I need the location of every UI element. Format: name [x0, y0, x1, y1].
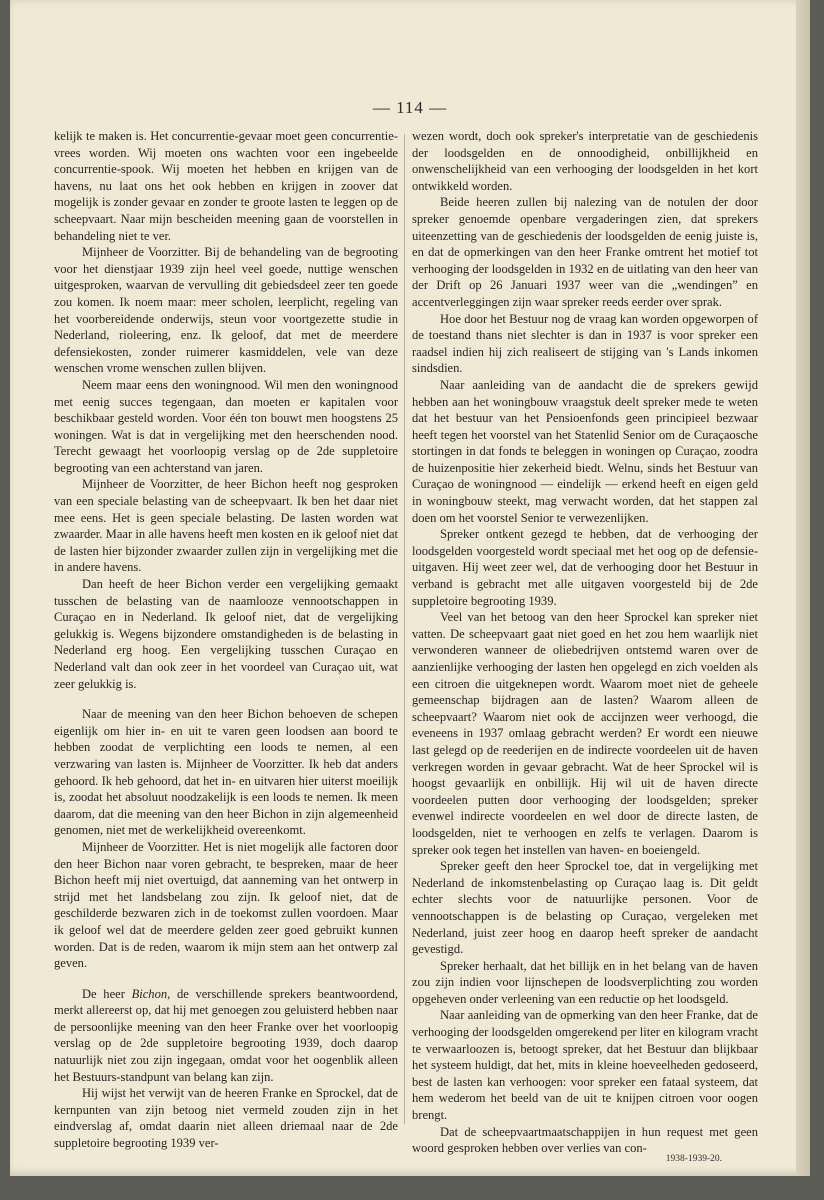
page-edge — [796, 0, 810, 1176]
paragraph: Naar aanleiding van de aandacht die de sprekers gewijd hebben aan het woningbouw vraagstuk deelt spreker mede te weten dat het bestuur van het Pensioenfonds geen principieel bezwaar heeft tegen het voorstel van het Statenlid Senior om de Curaçaosche stortingen in dat fonds te beleggen in woningen op Curaçao, zoodra de huizenpositie hier zekerheid biedt. Welnu, sinds het Bestuur van Curaçao de woningnood — eindelijk — erkend heeft en eigen geld in woningbouw steekt, mag verwacht worden, dat het stappen zal doen om het voorstel Senior te verwezenlijken. — [412, 377, 758, 525]
paragraph: Dat de scheepvaartmaatschappijen in hun request met geen woord gesproken hebben over verlies van con- — [412, 1124, 758, 1156]
paragraph: Beide heeren zullen bij nalezing van de notulen der door spreker genoemde openbare vergaderingen zien, dat sprekers uiteenzetting van de geschiedenis der loodsgelden de eenig juiste is, en dat de opmerkingen van den heer Franke omtrent het motief tot verhooging der loodsgelden in 1932 en de uitlating van den heer van der Drift op 26 Januari 1937 weer van die „wendingen” en accentverleggingen zijn waar spreker reeds eerder over sprak. — [412, 195, 758, 309]
paragraph: Naar de meening van den heer Bichon behoeven de schepen eigenlijk om hier in- en uit te varen geen loodsen aan boord te hebben zoodat de verplichting een loods te nemen, al een verzwaring van lasten is. Mijnheer de Voorzitter. Ik heb dat anders gehoord. Ik heb gehoord, dat het in- en uitvaren hier uiterst moeilijk is, zoodat het absoluut noodzakelijk is een loods te nemen. Ik meen daarom, dat die meening van den heer Bichon in zijn algemeenheid genomen, niet met de werkelijkheid overeenkomt. — [54, 707, 398, 838]
document-page — [10, 0, 810, 1176]
paragraph: Mijnheer de Voorzitter. Bij de behandeling van de begrooting voor het dienstjaar 1939 zijn heel veel goede, nuttige wenschen uitgesproken, waarvan de vervulling dit gebiedsdeel zeer ten goede zou komen. Ik noem maar: meer scholen, leerplicht, regeling van het voorbereidende onderwijs, steun voor voortgezette studie in Nederland, rioleering, enz. Ik geloof, dat met de meerdere defensiekosten, zonder ruimerer kasmiddelen, vele van deze wenschen vrome wenschen zullen blijven. — [54, 245, 398, 376]
paragraph: Mijnheer de Voorzitter, de heer Bichon heeft nog gesproken van een speciale belasting van de scheepvaart. Ik ben het daar niet mee eens. Het is geen speciale belasting. De lasten worden wat zwaarder. Maar in alle havens heeft men kosten en ik geloof niet dat de lasten hier bijzonder zwaarder zullen zijn in vergelijking met die in andere havens. — [54, 477, 398, 575]
paragraph: Dan heeft de heer Bichon verder een vergelijking gemaakt tusschen de belasting van de naamlooze vennootschappen in Curaçao en in Nederland. Ik geloof niet, dat de vergelijking gelukkig is. Wegens bijzondere omstandigheden is de belasting in Nederland erg hoog. Een vergelijking tusschen Curaçao en Nederland valt dan ook zeer in het voordeel van Curaçao uit, wat zeer gelukkig is. — [54, 577, 398, 691]
right-column — [412, 128, 758, 1157]
paragraph: Veel van het betoog van den heer Sprockel kan spreker niet vatten. De scheepvaart gaat niet goed en het zou hem waarlijk niet verwonderen wanneer de oliebedrijven ontstemd waren over de aanzienlijke verhooging der lasten hen opgelegd en zich voelden als een citroen die uitgeknepen wordt. Waarom moet niet de geheele gemeenschap bijdragen aan de lasten? Waarom alleen de scheepvaart? Waarom niet ook de accijnzen weer verhoogd, die eveneens in 1937 omlaag gebracht werden? Er wordt een nieuwe last gelegd op de reederijen en de indirecte voordeelen uit de haven verkregen worden in gevaar gebracht. Wat de heer Sprockel wil is hoogst gevaarlijk en onbillijk. Hij wil uit de haven directe voordeelen putten door verhooging der loodsgelden; spreker evenwel indirecte voordeelen en wel door de directe lasten, de loodsgelden, niet te verhoogen en zelfs te verlagen. Daarom is spreker ook tegen het instellen van haven- en boeiengeld. — [412, 610, 758, 857]
page-number: — 114 — — [372, 98, 448, 117]
column-divider — [404, 134, 405, 1124]
paragraph: kelijk te maken is. Het concurrentie-gevaar moet geen concurrentie-vrees worden. Wij moeten ons wachten voor een ingebeelde concurrentie-spook. Wij moeten het hebben en krijgen van de havens, nu laat ons het ook hebben en krijgen in zoover dat mogelijk is zonder gevaar en zonder te groote lasten te leggen op de scheepvaart. Naar mijn bescheiden meening gaan de voorstellen in behandeling niet te ver. — [54, 129, 398, 243]
paragraph: Spreker geeft den heer Sprockel toe, dat in vergelijking met Nederland de inkomstenbelasting op Curaçao laag is. Dit geldt echter slechts voor de natuurlijke personen. Voor de vennootschappen is de belasting op Curaçao, vergeleken met Nederland, juist zeer hoog en daarop heeft spreker de aandacht gevestigd. — [412, 859, 758, 957]
paragraph: Hij wijst het verwijt van de heeren Franke en Sprockel, dat de kernpunten van zijn betoog niet vermeld zouden zijn in het eindverslag af, omdat daarin niet alleen driemaal naar de 2de suppletoire begrooting 1939 ver- — [54, 1086, 398, 1151]
paragraph: wezen wordt, doch ook spreker's interpretatie van de geschiedenis der loodsgelden en de onnoodigheid, onbillijkheid en onwenschelijkheid van een verhooging der loodsgelden in het kort ontwikkeld worden. — [412, 129, 758, 193]
paragraph: Naar aanleiding van de opmerking van den heer Franke, dat de verhooging der loodsgelden omgerekend per liter en kilogram vracht te verwaarloozen is, betoogt spreker, dat het Bestuur dan blijkbaar het systeem huldigt, dat het, mits in kleine hoeveelheden gedoseerd, best de lasten kan verhoogen: voor spreker een fataal systeem, dat hem wederom het beeld van de uit te knijpen citroen voor oogen brengt. — [412, 1008, 758, 1123]
paragraph: Neem maar eens den woningnood. Wil men den woningnood met eenig succes tegengaan, dan moeten er kapitalen voor beschikbaar gesteld worden. Voor één ton bouwt men hoogstens 25 woningen. Wat is dat in vergelijking met den heerschenden nood. Terecht gewaagt het voorloopig verslag op de 2de suppletoire begrooting van een achterstand van jaren. — [54, 377, 398, 475]
paragraph: De heer Bichon, de verschillende sprekers beantwoordend, merkt allereerst op, dat hij met genoegen zou geluisterd hebben naar de persoonlijke meening van den heer Franke over het voorloopig verslag op de 2de suppletoire begrooting 1939, doch daarop natuurlijk niet zou zijn ingegaan, omdat voor het oogenblik alleen het Bestuurs-standpunt van belang kan zijn. — [54, 986, 398, 1084]
footer-reference: 1938-1939-20. — [665, 1154, 722, 1164]
left-column — [54, 128, 398, 1152]
paragraph: Hoe door het Bestuur nog de vraag kan worden opgeworpen of de toestand thans niet slechter is dan in 1937 is voor spreker een raadsel indien hij zich realiseert de stijging van 's Lands inkomen sindsdien. — [412, 311, 758, 376]
paragraph: Spreker herhaalt, dat het billijk en in het belang van de haven zou zijn indien voor lijnschepen de loodsverplichting zou worden opgeheven onder verleening van een reductie op het loodsgeld. — [412, 958, 758, 1006]
paragraph: Spreker ontkent gezegd te hebben, dat de verhooging der loodsgelden voorgesteld wordt speciaal met het oog op de defensie-uitgaven. Hij weet zeer wel, dat de verhooging door het Bestuur in verband is gebracht met alle uitgaven voorgesteld bij de 2de suppletoire begrooting 1939. — [412, 527, 758, 608]
paragraph: Mijnheer de Voorzitter. Het is niet mogelijk alle factoren door den heer Bichon naar voren gebracht, te bespreken, maar de heer Bichon heeft mij niet overtuigd, dat aanneming van het ontwerp in strijd met het landsbelang zou zijn. Ik geloof niet, dat de geschilderde bezwaren zich in de toekomst zullen voordoen. Maar ik geloof wel dat de meerdere gelden zeer goed gebruikt kunnen worden. Dat is de reden, waarom ik mijn stem aan het ontwerp zal geven. — [54, 839, 398, 971]
